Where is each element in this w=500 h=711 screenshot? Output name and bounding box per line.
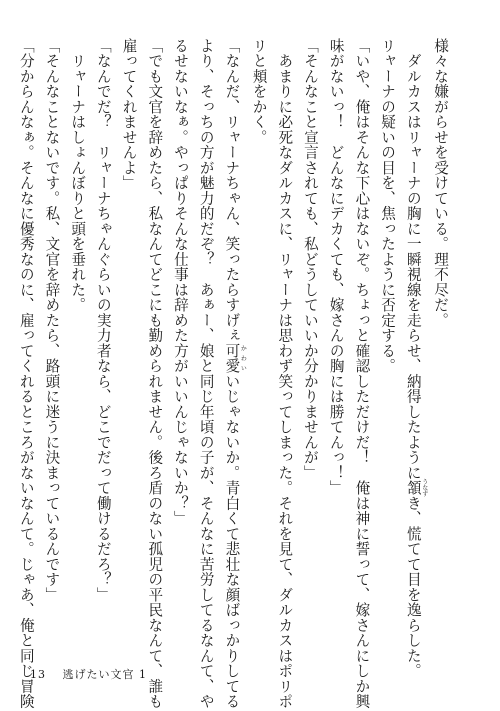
text-line-16: 「そんなことないです。私、文官を辞めたら、路頭に迷うに決まっているんです」 [43, 38, 61, 603]
text-line-7: あまりに必死なダルカスに、リャーナは思わず笑ってしまった。それを見て、ダルカスはポリポ [276, 38, 294, 709]
text-line-6: 「そんなこと宣言されても、私どうしていいか分かりませんが」 [301, 38, 319, 481]
text-line-9 [219, 38, 247, 709]
text-line-2-part-2: き、慌てて目を逸らした。 [404, 495, 422, 679]
page-footer [30, 666, 147, 682]
text-line-9-part-2: いじゃないか。青白くて悲壮な顔ばっかりしてる [223, 373, 241, 709]
text-line-13: 雇ってくれませんよ」 [120, 38, 138, 191]
text-line-10: より、そっちの方が魅力的だぞ？ あぁー、娘と同じ年頃の子が、そんなに苦労してるなんて、や [197, 38, 215, 709]
text-line-3: リャーナの疑いの目を、焦ったように否定する。 [379, 38, 397, 374]
text-line-2-part-1: ダルカスはリャーナの胸に一瞬視線を走らせ、納得したように [404, 38, 422, 481]
text-line-9-part-1: 「なんだ、リャーナちゃん、笑ったらすげぇ [223, 38, 241, 343]
text-line-11: るせないなぁ。やっぱりそんな仕事は辞めた方がいいんじゃないか？」 [171, 38, 189, 526]
text-line-17: 「分からんなぁ。そんなに優秀なのに、雇ってくれるところがないなんて。じゃあ、俺と同じ冒険 [17, 38, 35, 709]
text-line-14: 「なんでだ？ リャーナちゃんぐらいの実力者なら、どこでだって働けるだろ？」 [94, 38, 112, 603]
ruby-kawaii-reading: かわい [239, 343, 247, 374]
text-line-2 [400, 38, 428, 679]
ruby-unazuki-reading: うなず [420, 478, 428, 497]
ruby-kawaii: 可愛 かわい [223, 343, 247, 374]
page-number: 13 [30, 668, 46, 681]
text-line-4: 「いや、俺はそんな下心はないぞ。ちょっと確認しただけだ！ 俺は神に誓って、嫁さんにしか興 [353, 38, 371, 709]
text-line-15: リャーナはしょんぼりと頭を垂れた。 [69, 38, 87, 313]
text-line-1: 様々な嫌がらせを受けている。理不尽だ。 [432, 38, 449, 328]
book-title: 逃げたい文官 1 [62, 668, 147, 681]
text-line-8: リと頬をかく。 [250, 38, 268, 145]
text-line-12: 「でも文官を辞めたら、私なんてどこにも勤められません。後ろ盾のない孤児の平民なんて、誰も [146, 38, 164, 709]
ruby-unazuki: 頷 うなず [404, 478, 428, 497]
text-line-5: 味がないっ！ どんなにデカくても、嫁さんの胸には勝てんっ！」 [327, 38, 345, 496]
